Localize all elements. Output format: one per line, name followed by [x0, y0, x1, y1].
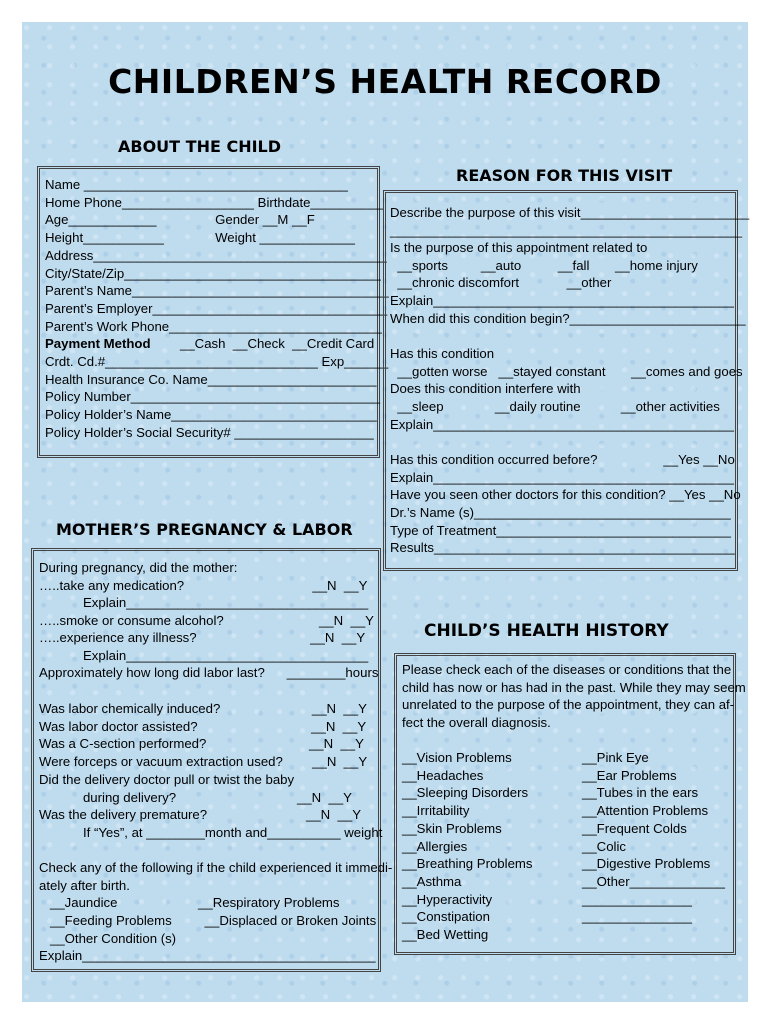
- pregnancy-line: …..experience any illness? __N __Y: [39, 630, 366, 645]
- history-condition-item: _______________: [582, 891, 693, 907]
- reason-line: Explain_________________________________________: [390, 417, 734, 432]
- pregnancy-line: During pregnancy, did the mother:: [39, 560, 238, 575]
- about-line: Parent’s Employer________________________________: [45, 300, 388, 316]
- pregnancy-heading: MOTHER’S PREGNANCY & LABOR: [56, 520, 353, 539]
- reason-line: __chronic discomfort __other: [390, 275, 612, 290]
- pregnancy-line: …..take any medication? __N __Y: [39, 578, 368, 593]
- about-line: Health Insurance Co. Name_______________________: [45, 371, 377, 387]
- reason-line: Describe the purpose of this visit_______________________: [390, 205, 750, 220]
- reason-heading: REASON FOR THIS VISIT: [456, 166, 673, 185]
- history-condition-item: __Other_____________: [582, 873, 725, 889]
- history-intro-line: unrelated to the purpose of the appointment, they can af-: [402, 697, 735, 713]
- reason-line: Dr.’s Name (s)___________________________________: [390, 505, 731, 520]
- history-condition-item: __Constipation: [402, 909, 490, 925]
- history-condition-item: __Vision Problems: [402, 750, 512, 765]
- reason-line: Does this condition interfere with: [390, 381, 581, 396]
- pregnancy-line: Explain________________________________________: [39, 948, 376, 963]
- pregnancy-line: Was a C-section performed? __N __Y: [39, 736, 364, 751]
- history-condition-item: __Frequent Colds: [582, 820, 687, 836]
- history-condition-item: __Asthma: [402, 873, 462, 889]
- pregnancy-line: __Jaundice __Respiratory Problems: [39, 895, 340, 910]
- page-title: CHILDREN’S HEALTH RECORD: [108, 62, 662, 101]
- about-line: Height___________ Weight _____________: [45, 230, 355, 246]
- history-intro-line: child has now or has had in the past. While they may seem: [402, 679, 746, 695]
- pregnancy-line: Was labor chemically induced? __N __Y: [39, 701, 367, 716]
- about-line: Age____________ Gender __M __F: [45, 212, 315, 228]
- history-condition-item: __Irritability: [402, 803, 470, 819]
- history-condition-item: __Sleeping Disorders: [402, 785, 529, 801]
- history-condition-item: __Allergies: [402, 838, 468, 854]
- reason-line: Have you seen other doctors for this condition? __Yes __No: [390, 487, 741, 502]
- pregnancy-line: during delivery? __N __Y: [39, 790, 352, 805]
- history-condition-item: __Bed Wetting: [402, 927, 489, 942]
- history-intro-line: fect the overall diagnosis.: [402, 715, 551, 731]
- reason-line: Results_________________________________________: [390, 540, 735, 555]
- pregnancy-line: …..smoke or consume alcohol? __N __Y: [39, 613, 374, 628]
- about-line: Name ____________________________________: [45, 177, 348, 192]
- pregnancy-line: __Other Condition (s): [39, 931, 177, 946]
- reason-line: Type of Treatment________________________________: [390, 523, 731, 538]
- history-condition-item: __Headaches: [402, 767, 484, 783]
- reason-line: Explain_________________________________________: [390, 470, 734, 485]
- reason-line: __sleep __daily routine __other activities: [390, 399, 720, 414]
- about-line: Address________________________________________: [45, 247, 387, 263]
- about-heading: ABOUT THE CHILD: [118, 137, 282, 156]
- pregnancy-line: Were forceps or vacuum extraction used? __N __Y: [39, 754, 368, 769]
- about-line: Policy Number__________________________________: [45, 389, 381, 405]
- history-condition-item: __Colic: [582, 838, 626, 854]
- history-condition-item: __Ear Problems: [582, 767, 677, 783]
- reason-line: Has this condition: [390, 346, 495, 361]
- reason-line: __gotten worse __stayed constant __comes and goes: [390, 364, 743, 379]
- history-heading: CHILD’S HEALTH HISTORY: [424, 621, 669, 641]
- history-condition-item: __Skin Problems: [402, 820, 502, 836]
- history-condition-item: __Pink Eye: [582, 750, 649, 765]
- reason-line: Has this condition occurred before? __Yes __No: [390, 452, 735, 467]
- about-line: Policy Holder’s Name____________________________: [45, 407, 377, 423]
- history-condition-item: __Hyperactivity: [402, 891, 493, 907]
- reason-line: ________________________________________________: [390, 223, 743, 238]
- about-line: Parent’s Name___________________________________: [45, 283, 389, 299]
- about-line: Parent’s Work Phone_____________________________: [45, 318, 382, 334]
- pregnancy-line: Was labor doctor assisted? __N __Y: [39, 719, 367, 734]
- pregnancy-line: __Feeding Problems __Displaced or Broken Joints: [39, 913, 377, 928]
- history-condition-item: _______________: [582, 909, 693, 925]
- history-condition-item: __Digestive Problems: [582, 856, 711, 872]
- pregnancy-line: Was the delivery premature? __N __Y: [39, 807, 361, 822]
- history-condition-item: __Attention Problems: [582, 803, 709, 819]
- reason-line: Explain_________________________________________: [390, 293, 734, 308]
- reason-line: Is the purpose of this appointment related to: [390, 240, 648, 255]
- payment-method-label: Payment Method: [45, 336, 151, 352]
- about-line: City/State/Zip___________________________________: [45, 265, 381, 281]
- pregnancy-line: ately after birth.: [39, 878, 130, 893]
- about-line: Crdt. Cd.#_____________________________ Exp______: [45, 354, 389, 369]
- pregnancy-line: Approximately how long did labor last? ________hours: [39, 665, 379, 680]
- reason-line: When did this condition begin?________________________: [390, 311, 746, 326]
- pregnancy-line: Explain_________________________________: [39, 648, 369, 663]
- about-line: Home Phone__________________ Birthdate__________: [45, 194, 384, 210]
- pregnancy-line: Check any of the following if the child experienced it immedi-: [39, 860, 393, 875]
- pregnancy-line: If “Yes”, at ________month and__________ weight: [39, 825, 383, 840]
- history-intro-line: Please check each of the diseases or conditions that the: [402, 662, 732, 677]
- pregnancy-line: Did the delivery doctor pull or twist the baby: [39, 772, 295, 787]
- about-line: __Cash __Check __Credit Card: [180, 336, 375, 352]
- about-line: Policy Holder’s Social Security# ___________________: [45, 424, 374, 440]
- history-condition-item: __Breathing Problems: [402, 856, 533, 872]
- reason-line: __sports __auto __fall __home injury: [390, 258, 698, 273]
- history-condition-item: __Tubes in the ears: [582, 785, 699, 801]
- pregnancy-line: Explain_________________________________: [39, 595, 369, 610]
